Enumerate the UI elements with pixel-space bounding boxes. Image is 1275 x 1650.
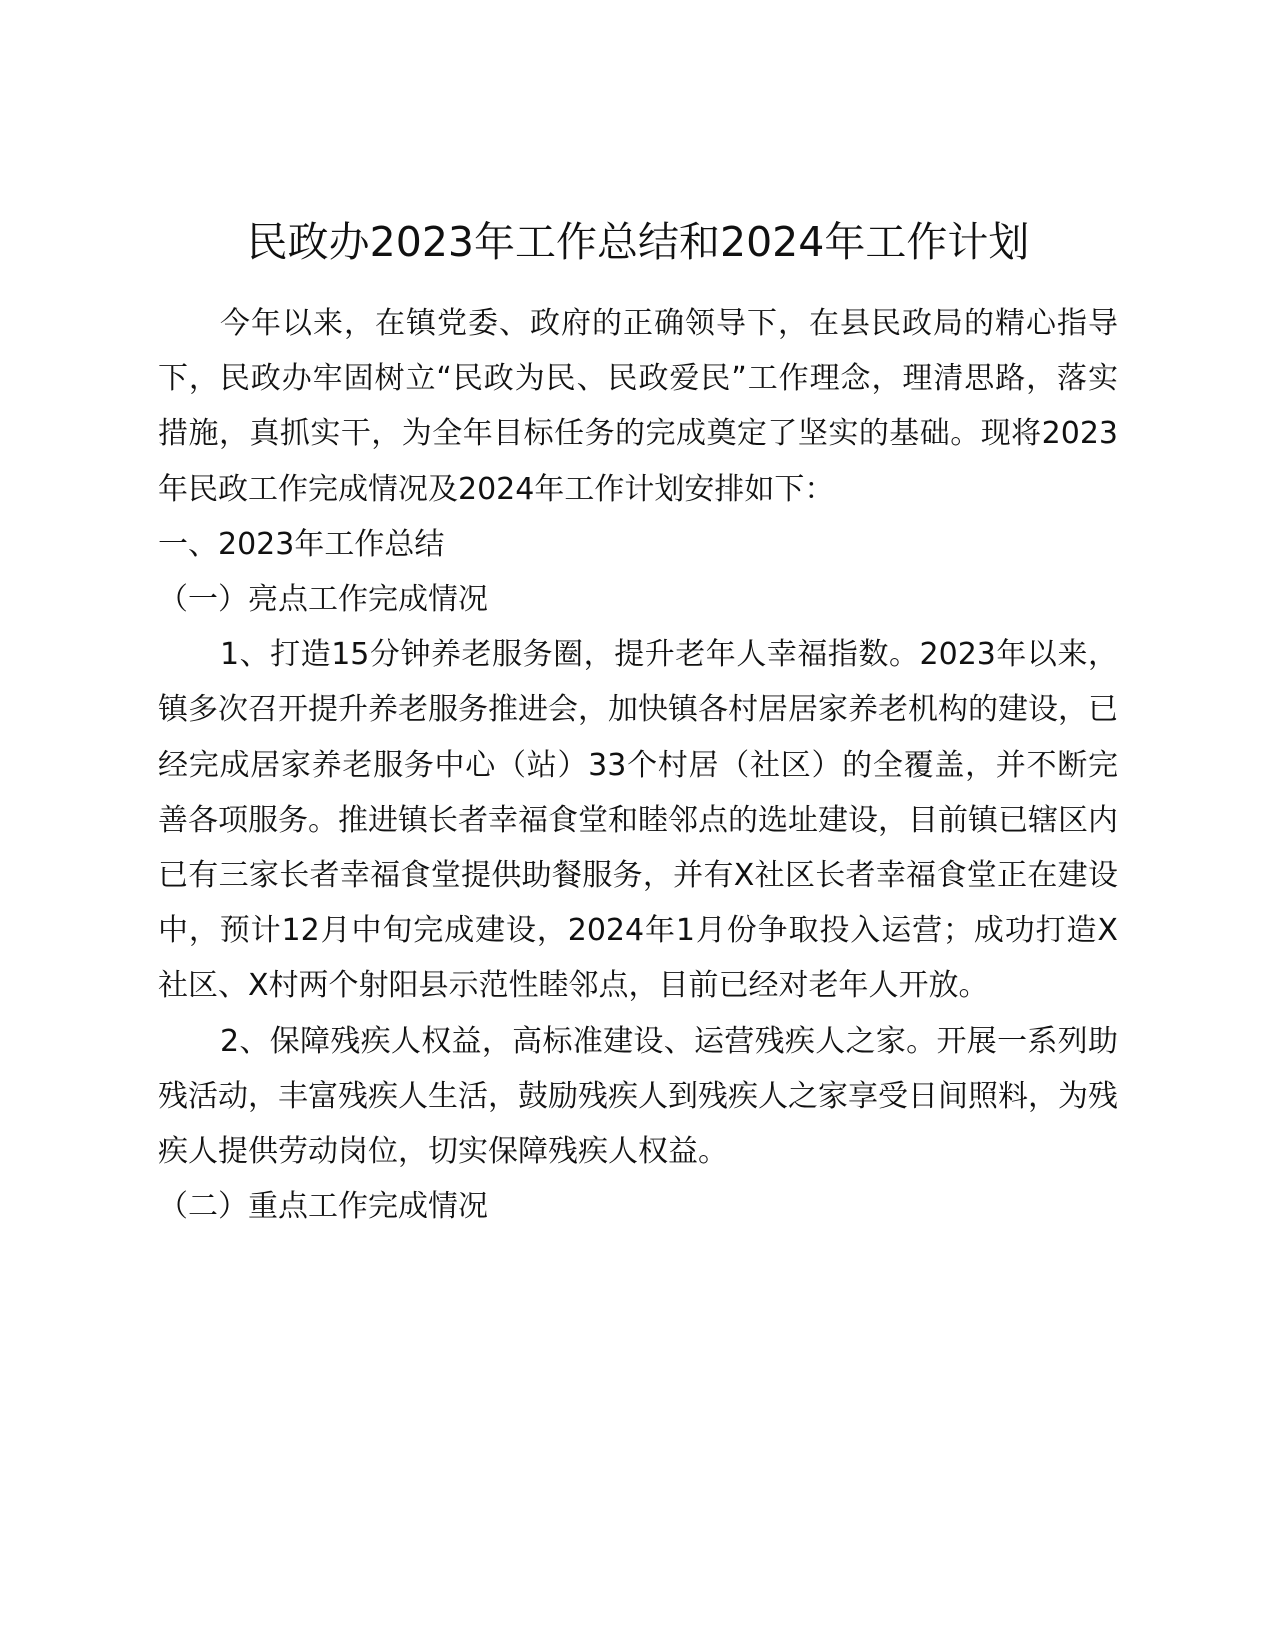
section-heading: 一、2023年工作总结 — [158, 526, 445, 562]
list-item: 1、打造15分钟养老服务圈，提升老年人幸福指数。2023年以来，镇多次召开提升养老服务推进会，加快镇各村居居家养老机构的建设，已经完成居家养老服务中心（站）33个村居（社区）的全覆盖，并不断完善各项服务。推进镇长者幸福食堂和睦邻点的选址建设，目前镇已辖区内已有三家长者幸福食堂提供助餐服务，并有X社区长者幸福食堂正在建设中，预计12月中旬完成建设，2024年1月份争取投入运营；成功打造X社区、X村两个射阳县示范性睦邻点，目前已经对老年人开放。 — [158, 637, 1118, 1004]
document-title: 民政办2023年工作总结和2024年工作计划 — [246, 218, 1030, 266]
intro-paragraph: 今年以来，在镇党委、政府的正确领导下，在县民政局的精心指导下，民政办牢固树立“民政为民、民政爱民”工作理念，理清思路，落实措施，真抓实干，为全年目标任务的完成奠定了坚实的基础。现将2023年民政工作完成情况及2024年工作计划安排如下： — [158, 306, 1118, 507]
subsection-heading: （一）亮点工作完成情况 — [158, 582, 488, 618]
list-item: 2、保障残疾人权益，高标准建设、运营残疾人之家。开展一系列助残活动，丰富残疾人生活，鼓励残疾人到残疾人之家享受日间照料，为残疾人提供劳动岗位，切实保障残疾人权益。 — [158, 1023, 1118, 1170]
document-page — [158, 0, 1118, 1650]
subsection-heading: （二）重点工作完成情况 — [158, 1189, 488, 1225]
document-body — [158, 296, 1118, 1234]
